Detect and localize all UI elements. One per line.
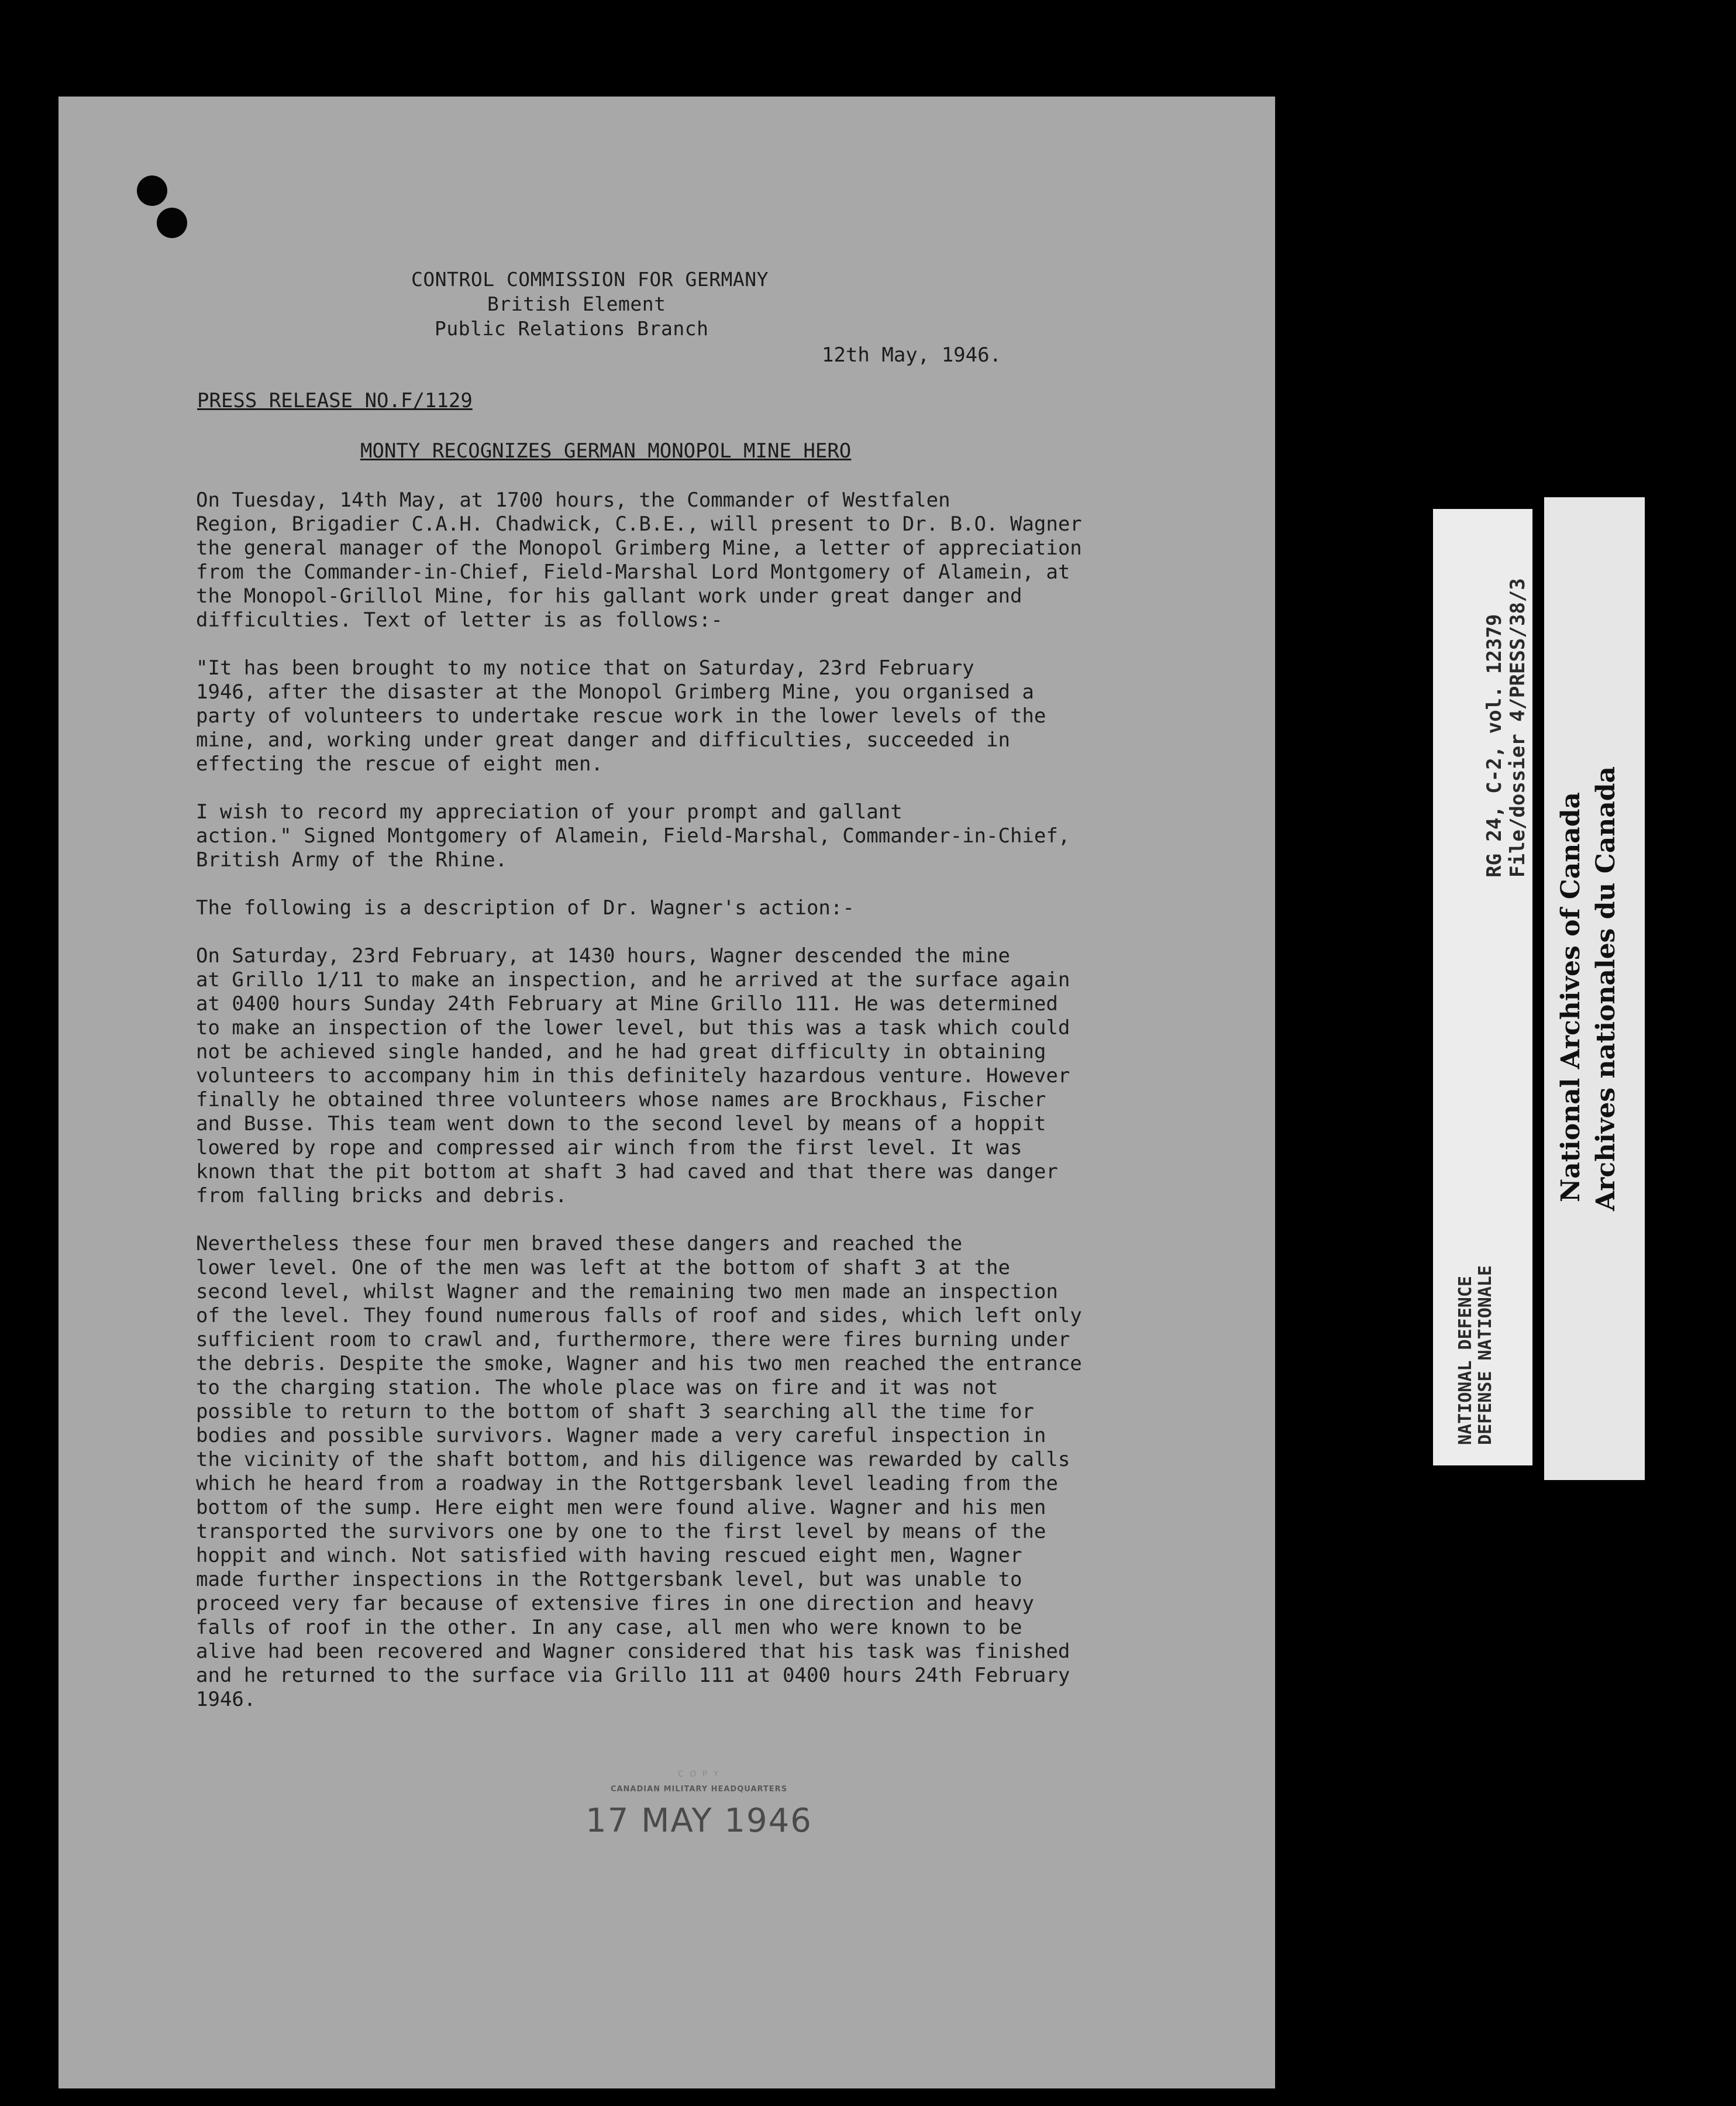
headline: MONTY RECOGNIZES GERMAN MONOPOL MINE HERO — [360, 439, 852, 463]
paragraph-letter-signature: I wish to record my appreciation of your prompt and gallant action." Signed Montgomery of Alamein, Field-Marshal, Commander-in-Chief, British Army of the Rhine. — [196, 800, 1070, 872]
document-page — [58, 97, 1275, 2088]
received-stamp — [576, 1770, 822, 1840]
department-en-text: NATIONAL DEFENCE — [1455, 1276, 1476, 1445]
header-element: British Element — [487, 292, 666, 315]
archives-fr-text: Archives nationales du Canada — [1591, 766, 1621, 1211]
stamp-date: 17 MAY 1946 — [585, 1802, 812, 1840]
paragraph-rescue-account: On Saturday, 23rd February, at 1430 hours, Wagner descended the mine at Grillo 1/11 to make an inspection, and he arrived at the surface again at 0400 hours Sunday 24th February at Mine Grillo 111. He was determined to make an inspection of the lower level, but this was a task which could not be achieved single handed, and he had great difficulty in obtaining volunteers to accompany him in this definitely hazardous venture. However finally he obtained three volunteers whose names are Brockhaus, Fischer and Busse. This team went down to the second level by means of a hoppit lowered by rope and compressed air winch from the first level. It was known that the pit bottom at shaft 3 had caved and that there was danger from falling bricks and debris. — [196, 944, 1070, 1207]
paragraph-rescue-continued: Nevertheless these four men braved these dangers and reached the lower level. One of the men was left at the bottom of shaft 3 at the second level, whilst Wagner and the remaining two men made an inspection of the level. They found numerous falls of roof and sides, which left only sufficient room to crawl and, furthermore, there were fires burning under the debris. Despite the smoke, Wagner and his two men reached the entrance to the charging station. The whole place was on fire and it was not possible to return to the bottom of shaft 3 searching all the time for bodies and possible survivors. Wagner made a very careful inspection in the vicinity of the shaft bottom, and his diligence was rewarded by calls which he heard from a roadway in the Rottgersbank level leading from the bottom of the sump. Here eight men were found alive. Wagner and his men transported the survivors one by one to the first level by means of the hoppit and winch. Not satisfied with having rescued eight men, Wagner made further inspections in the Rottgersbank level, but was unable to proceed very far because of extensive fires in one direction and heavy falls of roof in the other. In any case, all men who were known to be alive had been recovered and Wagner considered that his task was finished and he returned to the surface via Grillo 111 at 0400 hours 24th February 1946. — [196, 1232, 1082, 1711]
press-release-number: PRESS RELEASE NO.F/1129 — [197, 389, 473, 412]
paragraph-intro: On Tuesday, 14th May, at 1700 hours, the Commander of Westfalen Region, Brigadier C.A.H. Chadwick, C.B.E., will present to Dr. B.O. Wagner the general manager of the Monopol Grimberg Mine, a letter of appreciation from the Commander-in-Chief, Field-Marshal Lord Montgomery of Alamein, at the Monopol-Grillol Mine, for his gallant work under great danger and difficulties. Text of letter is as follows:- — [196, 488, 1082, 632]
header-branch: Public Relations Branch — [435, 317, 709, 340]
archive-reference-text: RG 24, C-2, vol. 12379 — [1483, 614, 1506, 878]
archives-en-text: National Archives of Canada — [1556, 792, 1586, 1202]
paragraph-description-intro: The following is a description of Dr. Wagner's action:- — [196, 896, 855, 920]
stamp-headquarters-text: CANADIAN MILITARY HEADQUARTERS — [610, 1785, 788, 1794]
archive-file-text: File/dossier 4/PRESS/38/3 — [1506, 578, 1530, 878]
stamp-copy-text: C O P Y — [677, 1770, 721, 1779]
department-fr-text: DEFENSE NATIONALE — [1475, 1265, 1496, 1445]
paragraph-letter: "It has been brought to my notice that on Saturday, 23rd February 1946, after the disaster at the Monopol Grimberg Mine, you organised a party of volunteers to undertake rescue work in the lower levels of the mine, and, working under great danger and difficulties, succeeded in effecting the rescue of eight men. — [196, 656, 1046, 776]
punch-hole-top — [137, 176, 167, 206]
document-date: 12th May, 1946. — [822, 343, 1002, 367]
header-organization: CONTROL COMMISSION FOR GERMANY — [411, 268, 769, 291]
punch-hole-bottom — [157, 208, 187, 238]
document-body — [196, 488, 1249, 1736]
